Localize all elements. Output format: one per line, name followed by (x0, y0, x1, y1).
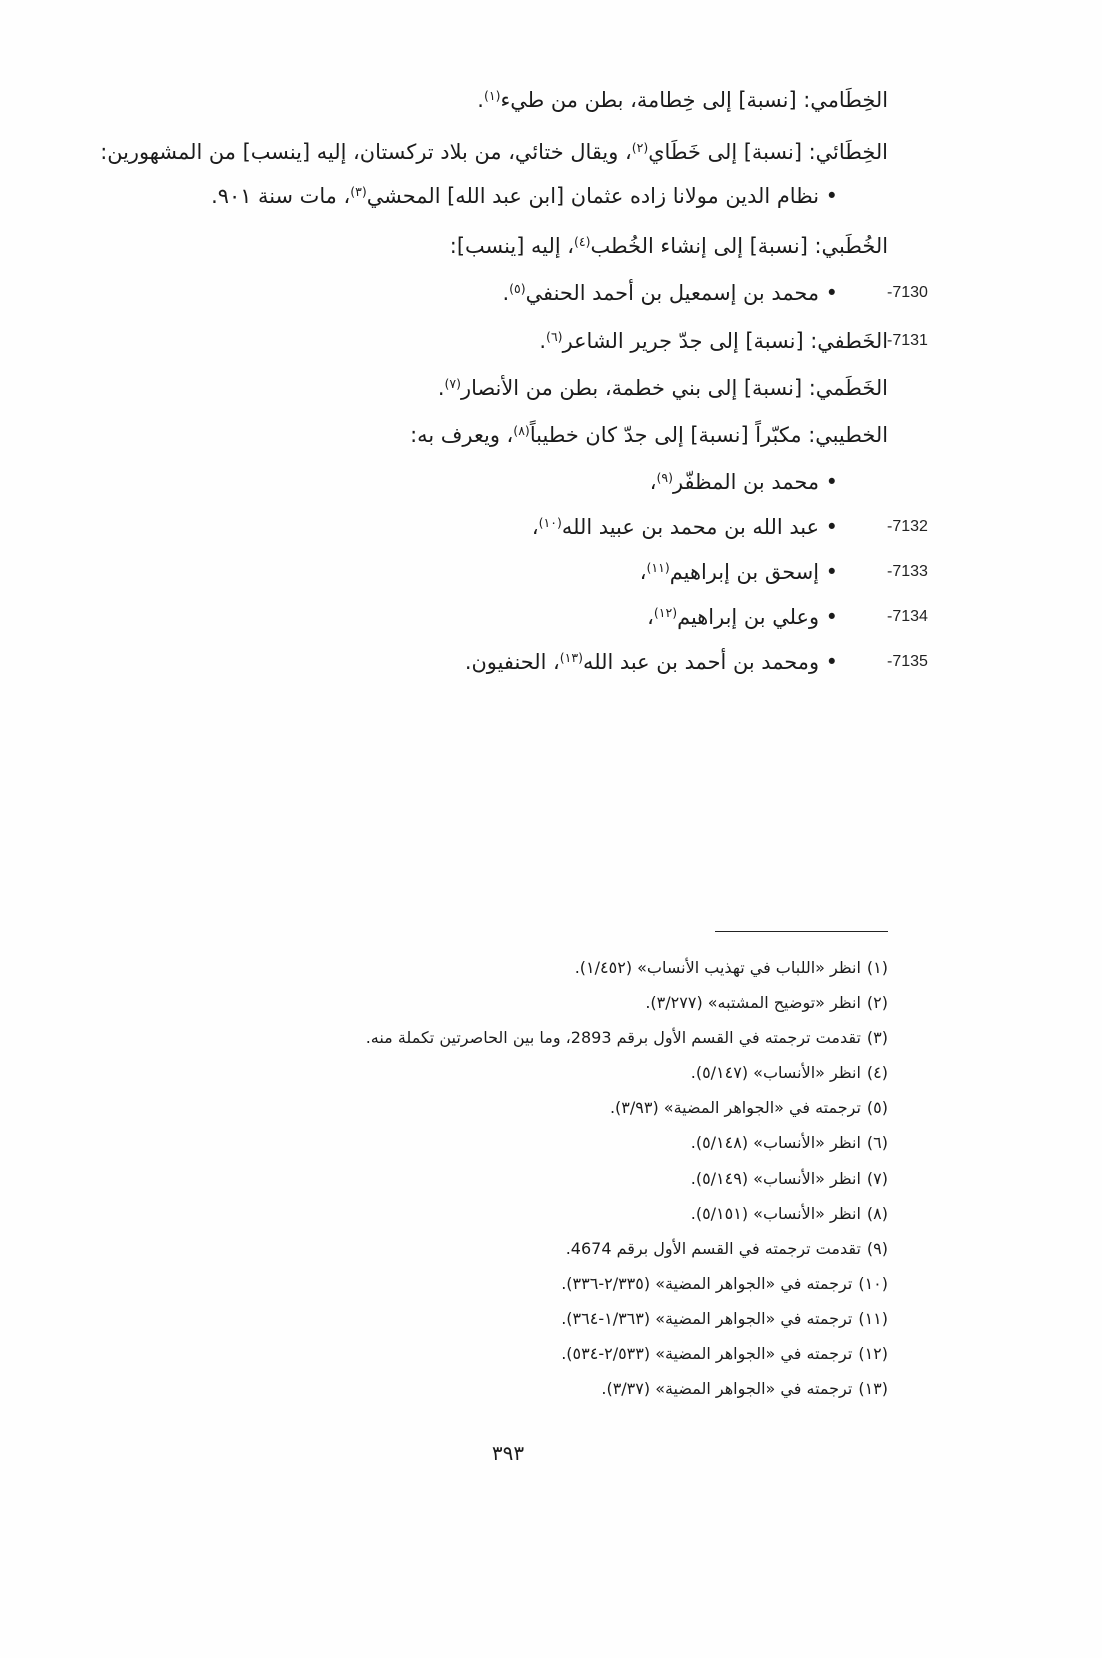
entry-khitai (100, 132, 888, 172)
footnote-ref: (٣) (350, 184, 367, 200)
entry-text: • محمد بن المظفّر (672, 470, 838, 494)
entry-nizam-al-din (211, 176, 838, 216)
entry-text: الخَطَمي: [نسبة] إلى بني خطمة، بطن من الأنصار (461, 376, 888, 400)
footnote-number: (١٠) (858, 1273, 888, 1293)
footnote-number: (٨) (866, 1203, 888, 1223)
footnote (366, 985, 888, 1020)
entry-tail: . (477, 88, 484, 112)
entry-muzaffar (650, 462, 838, 502)
entry-tail: ، الحنفيون. (464, 650, 560, 674)
entry-7133 (640, 552, 838, 592)
entry-text: • عبد الله بن محمد بن عبيد الله (561, 515, 838, 539)
entry-text: الخِطَائي: [نسبة] إلى خَطَاي (648, 140, 888, 164)
footnote-number: (٩) (866, 1238, 888, 1258)
footnote-text: ترجمته في «الجواهر المضية» (٣/٩٣). (609, 1098, 861, 1118)
footnote-text: تقدمت ترجمته في القسم الأول برقم 2893، وما بين الحاصرتين تكملة منه. (365, 1028, 861, 1048)
entry-7132 (532, 507, 838, 547)
footnote-number: (٧) (866, 1168, 888, 1188)
footnote (366, 1020, 888, 1055)
footnote (366, 1196, 888, 1231)
footnote-number: (١١) (858, 1308, 888, 1328)
entry-tail: ، مات سنة ٩٠١. (211, 184, 351, 208)
entry-tail: . (539, 329, 547, 353)
entry-number: -7132 (887, 518, 928, 535)
footnote-number: (١٣) (858, 1379, 888, 1399)
footnote (366, 1371, 888, 1406)
entry-text: • نظام الدين مولانا زاده عثمان [ابن عبد الله] المحشي (366, 184, 838, 208)
footnote-text: ترجمته في «الجواهر المضية» (٢/٣٣٥-٣٣٦). (561, 1273, 853, 1293)
footnote-ref: (١١) (646, 560, 670, 576)
entry-text: الخطيبي: مكبّراً [نسبة] إلى جدّ كان خطيباً (529, 423, 888, 447)
entry-7130 (502, 273, 838, 313)
footnote (366, 1266, 888, 1301)
entry-khatibi (410, 415, 888, 455)
footnotes (366, 950, 888, 1406)
entry-number: -7131 (887, 332, 928, 349)
footnote-ref: (٦) (546, 329, 563, 345)
entry-tail: . (502, 281, 510, 305)
entry-7134 (647, 597, 838, 637)
entry-text: الخِطَامي: [نسبة] إلى خِطامة، بطن من طيء (500, 88, 888, 112)
entry-khitami (477, 80, 888, 120)
footnote-ref: (٩) (656, 470, 673, 486)
footnote-number: (٢) (866, 993, 888, 1013)
page-number: ٣٩٣ (491, 1441, 525, 1465)
footnote-text: ترجمته في «الجواهر المضية» (١/٣٦٣-٣٦٤). (561, 1308, 853, 1328)
footnote-separator (715, 931, 888, 932)
entry-text: الخَطفي: [نسبة] إلى جدّ جرير الشاعر (562, 329, 888, 353)
footnote (366, 1161, 888, 1196)
entry-text: • وعلي بن إبراهيم (677, 605, 838, 629)
footnote-text: انظر «توضيح المشتبه» (٣/٢٧٧). (645, 993, 861, 1013)
footnote-text: انظر «الأنساب» (٥/١٤٧). (690, 1063, 861, 1083)
entry-tail: ، (649, 470, 657, 494)
footnote (366, 1055, 888, 1090)
footnote (366, 1301, 888, 1336)
footnote-text: انظر «الأنساب» (٥/١٤٨). (690, 1133, 861, 1153)
entry-text: • محمد بن إسمعيل بن أحمد الحنفي (525, 281, 838, 305)
entry-khatami (438, 368, 888, 408)
entry-text: • إسحق بن إبراهيم (669, 560, 838, 584)
entry-tail: ، (531, 515, 539, 539)
footnote (366, 1090, 888, 1125)
entry-number: -7134 (887, 608, 928, 625)
entry-7135 (465, 642, 838, 682)
footnote-text: انظر «اللباب في تهذيب الأنساب» (١/٤٥٢). (574, 958, 861, 977)
footnote (366, 1336, 888, 1371)
entry-number: -7130 (887, 284, 928, 301)
footnote-number: (٦) (866, 1133, 888, 1153)
footnote-ref: (١٣) (559, 650, 583, 666)
footnote-number: (٣) (866, 1028, 888, 1048)
entry-tail: ، (639, 560, 647, 584)
footnote-text: تقدمت ترجمته في القسم الأول برقم 4674. (565, 1238, 861, 1258)
footnote-ref: (٤) (574, 234, 591, 250)
entry-tail: ، ويقال ختائي، من بلاد تركستان، إليه [ينسب] من المشهورين: (100, 140, 632, 164)
entry-number: -7135 (887, 653, 928, 670)
footnote (366, 1125, 888, 1160)
footnote-text: انظر «الأنساب» (٥/١٥١). (690, 1203, 861, 1223)
entry-tail: ، (647, 605, 654, 629)
footnote-number: (٤) (866, 1063, 888, 1083)
entry-khatafi (539, 321, 888, 361)
footnote-ref: (١) (483, 88, 501, 104)
entry-number: -7133 (887, 563, 928, 580)
entry-tail: ، إليه [ينسب]: (449, 234, 575, 258)
footnote (366, 1231, 888, 1266)
entry-tail: . (437, 376, 445, 400)
footnote-number: (١٢) (858, 1344, 888, 1364)
footnote (366, 950, 888, 985)
footnote-ref: (٢) (631, 140, 649, 156)
footnote-ref: (١٠) (538, 515, 562, 531)
entry-text: • ومحمد بن أحمد بن عبد الله (583, 650, 838, 674)
footnote-text: ترجمته في «الجواهر المضية» (٢/٥٣٣-٥٣٤). (561, 1344, 853, 1364)
footnote-ref: (٧) (444, 376, 462, 392)
footnote-text: انظر «الأنساب» (٥/١٤٩). (690, 1168, 861, 1188)
footnote-ref: (٥) (509, 281, 526, 297)
footnote-text: ترجمته في «الجواهر المضية» (٣/٣٧). (601, 1379, 853, 1399)
entry-tail: ، ويعرف به: (410, 423, 514, 447)
footnote-number: (٥) (866, 1098, 888, 1118)
entry-text: الخُطَبي: [نسبة] إلى إنشاء الخُطب (590, 234, 888, 258)
footnote-ref: (١٢) (653, 605, 678, 621)
footnote-ref: (٨) (513, 423, 530, 439)
footnote-number: (١) (866, 958, 888, 977)
entry-khutabi (450, 226, 888, 266)
